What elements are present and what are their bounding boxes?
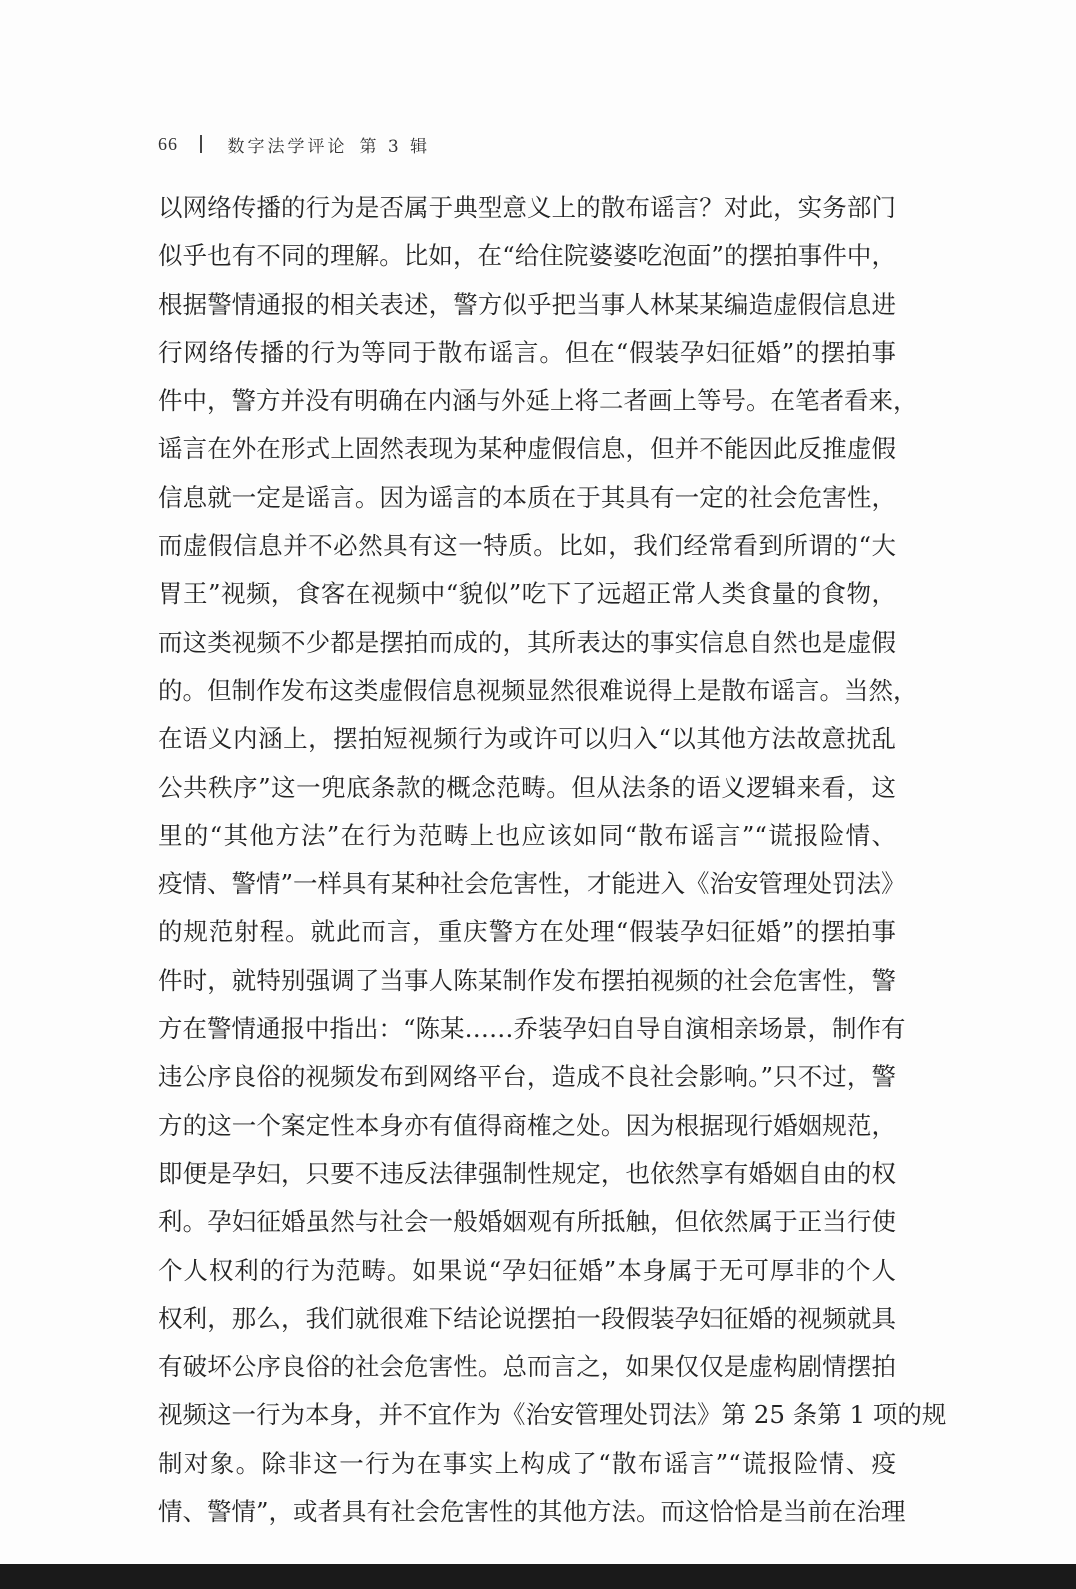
text-line: 公共秩序”这一兜底条款的概念范畴。但从法条的语义逻辑来看，这 [158,772,896,802]
text-line: 利。孕妇征婚虽然与社会一般婚姻观有所抵触，但依然属于正当行使 [158,1207,896,1237]
text-line: 情、警情”，或者具有社会危害性的其他方法。而这恰恰是当前在治理 [158,1497,906,1527]
text-line: 方在警情通报中指出：“陈某……乔装孕妇自导自演相亲场景，制作有 [158,1014,906,1044]
text-line: 违公序良俗的视频发布到网络平台，造成不良社会影响。”只不过，警 [158,1062,896,1092]
text-line: 的。但制作发布这类虚假信息视频显然很难说得上是散布谣言。当然， [158,675,918,705]
text-line: 而虚假信息并不必然具有这一特质。比如，我们经常看到所谓的“大 [158,531,896,561]
text-line: 有破坏公序良俗的社会危害性。总而言之，如果仅仅是虚构剧情摆拍 [158,1352,896,1382]
text-line: 制对象。除非这一行为在事实上构成了“散布谣言”“谎报险情、疫 [158,1448,896,1478]
text-line: 权利，那么，我们就很难下结论说摆拍一段假装孕妇征婚的视频就具 [158,1303,896,1333]
journal-title: 数字法学评论 [227,136,348,157]
running-head [158,130,430,158]
text-line: 行网络传播的行为等同于散布谣言。但在“假装孕妇征婚”的摆拍事 [158,337,896,367]
text-line: 以网络传播的行为是否属于典型意义上的散布谣言？对此，实务部门 [158,193,896,222]
text-line: 似乎也有不同的理解。比如，在“给住院婆婆吃泡面”的摆拍事件中， [158,241,896,271]
text-line: 而这类视频不少都是摆拍而成的，其所表达的事实信息自然也是虚假 [158,627,896,657]
text-line: 件中，警方并没有明确在内涵与外延上将二者画上等号。在笔者看来， [158,386,918,416]
header-divider [200,135,202,153]
page-number: 66 [158,133,178,154]
text-line: 的规范射程。就此而言，重庆警方在处理“假装孕妇征婚”的摆拍事 [158,917,896,947]
body-paragraph [158,184,947,1536]
text-line: 在语义内涵上，摆拍短视频行为或许可以归入“以其他方法故意扰乱 [158,724,896,754]
text-line: 视频这一行为本身，并不宜作为《治安管理处罚法》第 25 条第 1 项的规 [158,1400,947,1430]
text-line: 谣言在外在形式上固然表现为某种虚假信息，但并不能因此反推虚假 [158,434,896,464]
text-line: 方的这一个案定性本身亦有值得商榷之处。因为根据现行婚姻规范， [158,1110,896,1140]
text-line: 件时，就特别强调了当事人陈某制作发布摆拍视频的社会危害性，警 [158,965,896,995]
scan-bottom-edge [0,1564,1076,1589]
issue-number: 第 3 辑 [359,136,431,157]
text-line: 疫情、警情”一样具有某种社会危害性，才能进入《治安管理处罚法》 [158,869,906,899]
text-line: 根据警情通报的相关表述，警方似乎把当事人林某某编造虚假信息进 [158,289,896,319]
text-line: 个人权利的行为范畴。如果说“孕妇征婚”本身属于无可厚非的个人 [158,1255,896,1285]
text-line: 胃王”视频，食客在视频中“貌似”吃下了远超正常人类食量的食物， [158,579,896,609]
text-line: 里的“其他方法”在行为范畴上也应该如同“散布谣言”“谎报险情、 [158,820,896,850]
text-line: 即便是孕妇，只要不违反法律强制性规定，也依然享有婚姻自由的权 [158,1158,896,1188]
text-line: 信息就一定是谣言。因为谣言的本质在于其具有一定的社会危害性， [158,482,896,512]
